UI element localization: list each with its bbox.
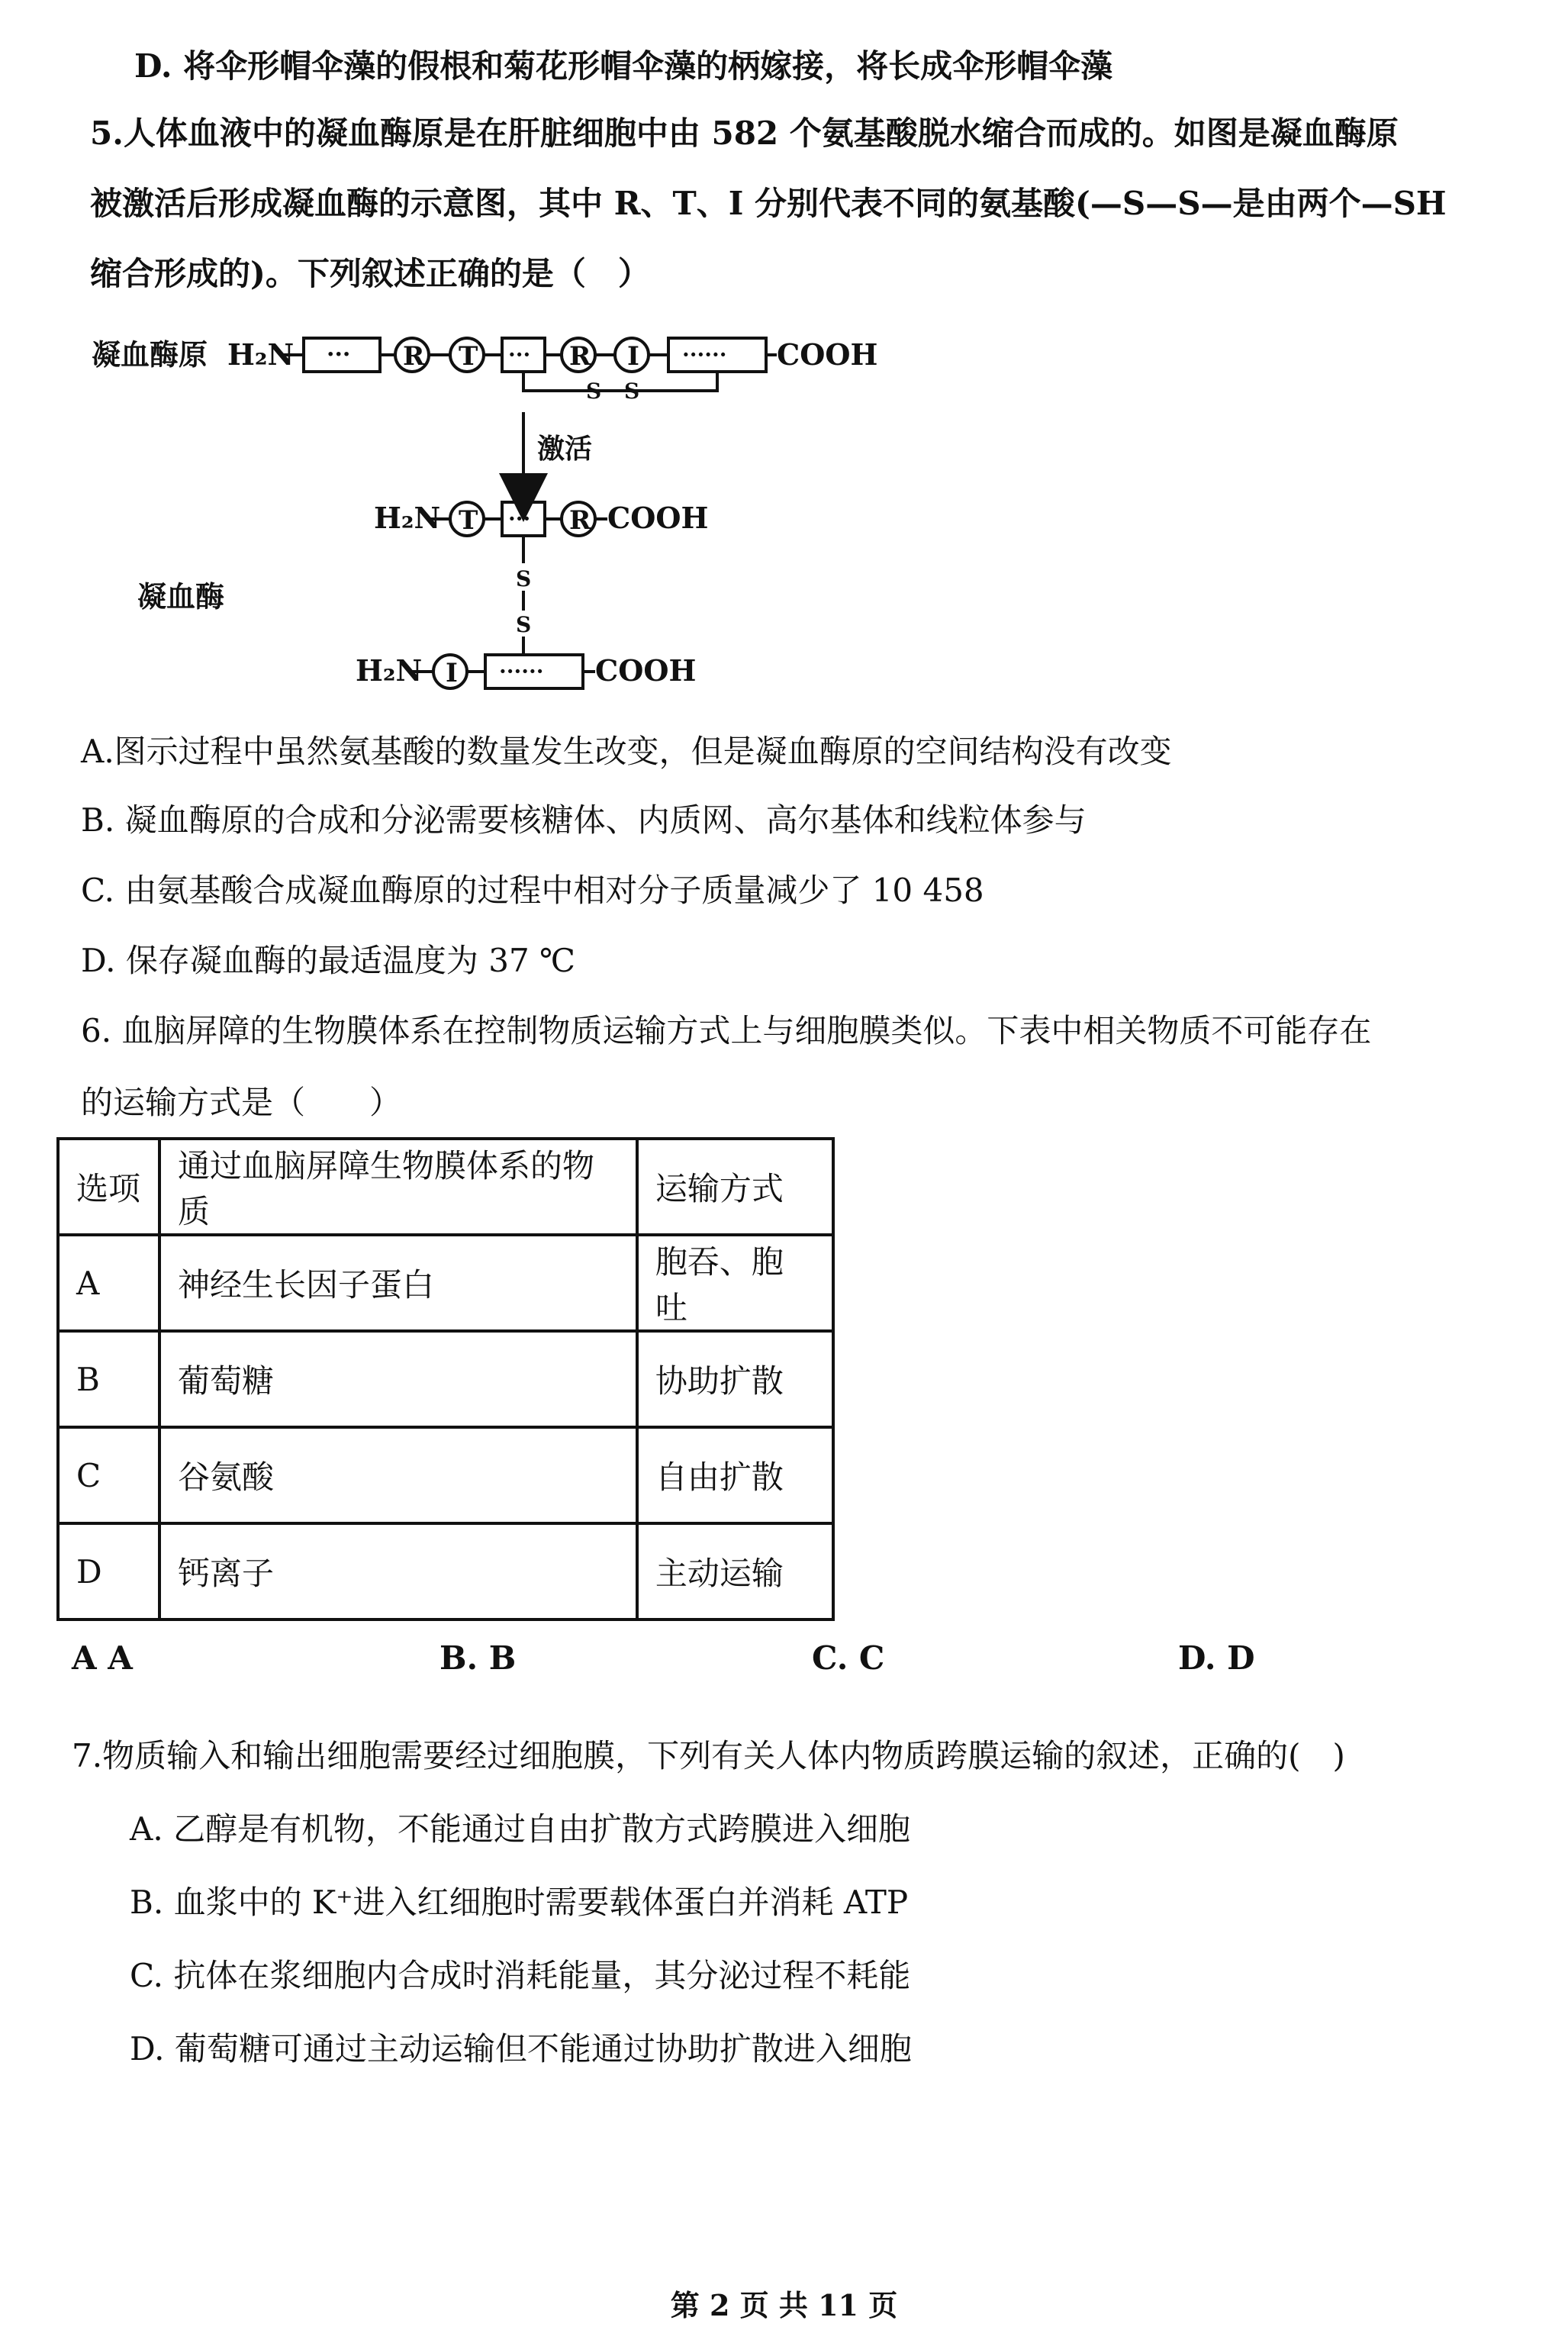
prothrombin-cooh: COOH (777, 337, 878, 372)
svg-text:COOH: COOH (595, 653, 697, 688)
svg-text:···: ··· (508, 342, 531, 367)
q7-option-b: B. 血浆中的 K⁺进入红细胞时需要载体蛋白并消耗 ATP (130, 1884, 909, 1921)
q5-stem-line2: 被激活后形成凝血酶的示意图，其中 R、T、I 分别代表不同的氨基酸(—S—S—是由两个—SH (90, 185, 1447, 222)
svg-text:S: S (586, 379, 602, 404)
label-activate: 激活 (537, 433, 593, 465)
table-header-cell: 通过血脑屏障生物膜体系的物质 (159, 1139, 637, 1235)
svg-text:COOH: COOH (607, 501, 709, 535)
table-cell: D (58, 1523, 159, 1619)
table-header-cell: 运输方式 (637, 1139, 833, 1235)
thrombin-chain-heavy (374, 501, 708, 536)
svg-text:R: R (403, 341, 425, 372)
svg-text:S: S (516, 566, 532, 591)
q5-option-a: A.图示过程中虽然氨基酸的数量发生改变，但是凝血酶原的空间结构没有改变 (81, 733, 1172, 770)
q7-option-a: A. 乙醇是有机物，不能通过自由扩散方式跨膜进入细胞 (130, 1810, 911, 1848)
q6-stem-line1: 6. 血脑屏障的生物膜体系在控制物质运输方式上与细胞膜类似。下表中相关物质不可能存在 (81, 1012, 1372, 1049)
q7-option-c: C. 抗体在浆细胞内合成时消耗能量，其分泌过程不耗能 (130, 1957, 911, 1994)
svg-text:S: S (624, 379, 640, 404)
q6-option-b: B. B (439, 1639, 517, 1677)
table-row (58, 1523, 833, 1619)
q4-option-d: D. 将伞形帽伞藻的假根和菊花形帽伞藻的柄嫁接，将长成伞形帽伞藻 (134, 47, 1113, 85)
table-cell: 钙离子 (159, 1523, 637, 1619)
svg-text:H₂N: H₂N (356, 653, 423, 688)
table-cell: 协助扩散 (637, 1331, 833, 1427)
q5-stem-line3: 缩合形成的)。下列叙述正确的是（ ） (90, 255, 650, 292)
table-row (58, 1331, 833, 1427)
table-cell: 葡萄糖 (159, 1331, 637, 1427)
table-cell: 神经生长因子蛋白 (159, 1235, 637, 1331)
q6-option-c: C. C (812, 1639, 885, 1677)
svg-text:S: S (516, 612, 532, 637)
svg-text:······: ······ (682, 342, 727, 367)
q6-option-d: D. D (1178, 1639, 1255, 1677)
prothrombin-chain (227, 337, 877, 404)
table-header-row (58, 1139, 833, 1235)
svg-text:···: ··· (327, 341, 351, 368)
svg-text:H₂N: H₂N (374, 501, 441, 535)
table-row (58, 1427, 833, 1523)
table-cell: 胞吞、胞吐 (637, 1235, 833, 1331)
svg-text:···: ··· (508, 506, 531, 531)
svg-text:I: I (446, 658, 458, 688)
q6-table (56, 1137, 835, 1621)
page-footer: 第 2 页 共 11 页 (670, 2288, 898, 2322)
label-thrombin: 凝血酶 (137, 579, 225, 614)
q7-stem: 7.物质输入和输出细胞需要经过细胞膜，下列有关人体内物质跨膜运输的叙述，正确的( ) (72, 1737, 1345, 1774)
table-cell: B (58, 1331, 159, 1427)
table-header-cell: 选项 (58, 1139, 159, 1235)
table-row (58, 1235, 833, 1331)
svg-text:T: T (459, 341, 478, 372)
table-cell: 主动运输 (637, 1523, 833, 1619)
table-cell: A (58, 1235, 159, 1331)
svg-text:I: I (627, 341, 639, 372)
q5-option-c: C. 由氨基酸合成凝血酶原的过程中相对分子质量减少了 10 458 (81, 872, 984, 909)
q5-stem-line1: 5.人体血液中的凝血酶原是在肝脏细胞中由 582 个氨基酸脱水缩合而成的。如图是凝血酶原 (90, 114, 1399, 152)
svg-text:T: T (459, 505, 478, 536)
label-prothrombin: 凝血酶原 (92, 337, 208, 372)
thrombin-activation-diagram (0, 0, 1568, 733)
table-cell: 谷氨酸 (159, 1427, 637, 1523)
prothrombin-nh2: H₂N (227, 337, 295, 372)
svg-text:R: R (569, 341, 591, 372)
q5-option-b: B. 凝血酶原的合成和分泌需要核糖体、内质网、高尔基体和线粒体参与 (81, 801, 1087, 839)
q6-stem-line2: 的运输方式是（ ） (81, 1084, 402, 1121)
q5-option-d: D. 保存凝血酶的最适温度为 37 ℃ (81, 942, 576, 979)
q6-option-a: A A (72, 1639, 133, 1677)
table-cell: C (58, 1427, 159, 1523)
thrombin-chain-light (356, 653, 696, 688)
svg-text:R: R (569, 505, 591, 536)
table-cell: 自由扩散 (637, 1427, 833, 1523)
q7-option-d: D. 葡萄糖可通过主动运输但不能通过协助扩散进入细胞 (130, 2030, 912, 2067)
svg-text:······: ······ (499, 659, 544, 684)
